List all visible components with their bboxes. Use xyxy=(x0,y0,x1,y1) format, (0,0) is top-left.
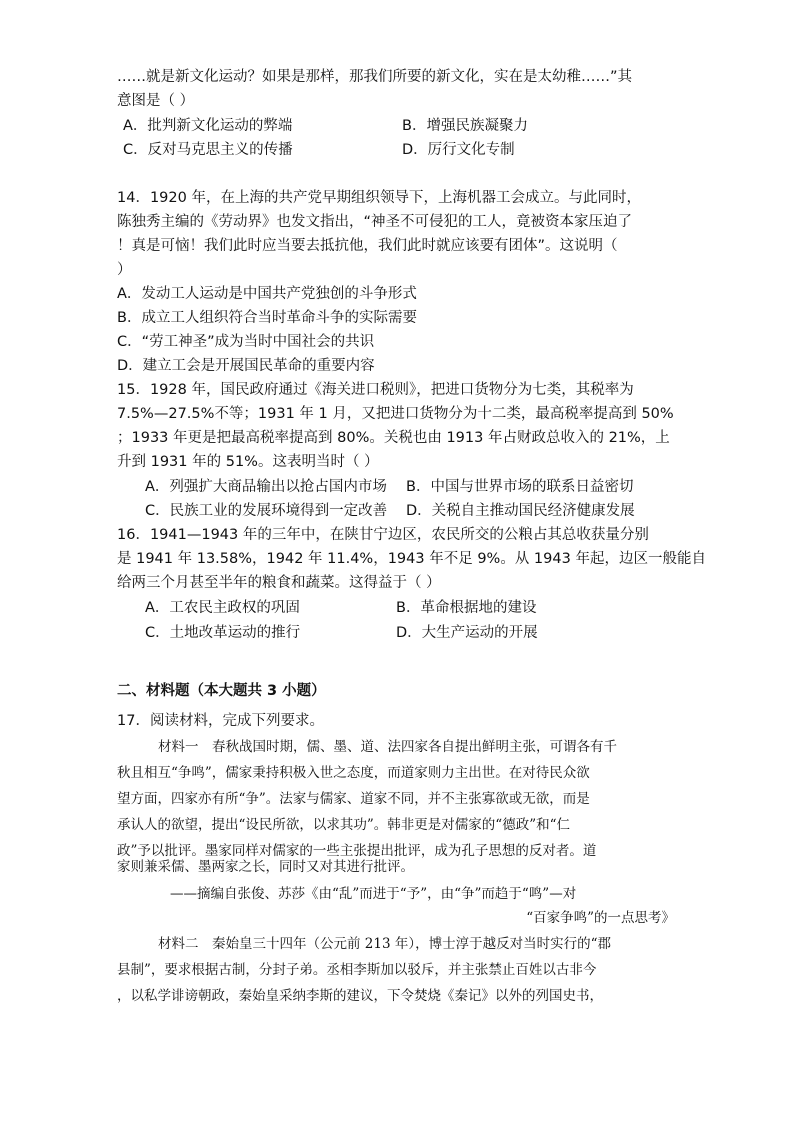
q17-material-1-line: 家则兼采儒、墨两家之长，同时又对其进行批评。 xyxy=(117,859,414,875)
q14-line-4: ） xyxy=(117,262,132,278)
q16-option-d: D．大生产运动的开展 xyxy=(396,625,538,641)
q16-line-1: 16．1941—1943 年的三年中，在陕甘宁边区，农民所交的公粮占其总收获量分别 xyxy=(117,527,649,543)
q15-option-c: C．民族工业的发展环境得到一定改善 xyxy=(145,503,388,519)
q13-option-d: D．厉行文化专制 xyxy=(402,142,515,158)
q17-material-1-line: 材料一 春秋战国时期，儒、墨、道、法四家各自提出鲜明主张，可谓各有千 xyxy=(158,739,617,755)
q14-line-3: ！真是可恼！我们此时应当要去抵抗他，我们此时就应该要有团体”。这说明（ xyxy=(117,238,618,254)
q16-line-3: 给两三个月甚至半年的粮食和蔬菜。这得益于（ ） xyxy=(117,575,441,591)
q15-option-a: A．列强扩大商品输出以抢占国内市场 xyxy=(145,479,387,495)
q17-material-2-line: 县制”，要求根据古制，分封子弟。丞相李斯加以驳斥，并主张禁止百姓以古非今 xyxy=(117,962,597,978)
q17-material-1-line: 秋且相互“争鸣”，儒家秉持积极入世之态度，而道家则力主出世。在对待民众欲 xyxy=(117,765,590,781)
q14-option-b: B．成立工人组织符合当时革命斗争的实际需要 xyxy=(117,310,417,326)
q13-option-c: C．反对马克思主义的传播 xyxy=(123,142,293,158)
q16-option-a: A．工农民主政权的巩固 xyxy=(145,600,300,616)
q17-material-1-line: 望方面，四家亦有所“争”。法家与儒家、道家不同，并不主张寡欲或无欲，而是 xyxy=(117,791,590,807)
q17-material-1-source: ——摘编自张俊、苏莎《由“乱”而进于“予”，由“争”而趋于“鸣”—对 xyxy=(170,886,577,902)
q13-option-a: A．批判新文化运动的弊端 xyxy=(123,118,293,134)
q17-material-1-line: 承认人的欲望，提出“设民所欲，以求其功”。韩非更是对儒家的“德政”和“仁 xyxy=(117,817,571,833)
q15-option-b: B．中国与世界市场的联系日益密切 xyxy=(406,479,634,495)
q14-line-1: 14．1920 年，在上海的共产党早期组织领导下，上海机器工会成立。与此同时， xyxy=(117,190,641,206)
q15-line-4: 升到 1931 年的 51%。这表明当时（ ） xyxy=(117,454,379,470)
q15-option-d: D．关税自主推动国民经济健康发展 xyxy=(406,503,635,519)
q15-line-2: 7.5%—27.5%不等；1931 年 1 月，又把进口货物分为十二类，最高税率提高到 50% xyxy=(117,406,674,422)
q13-option-b: B．增强民族凝聚力 xyxy=(402,118,528,134)
q14-option-c: C．“劳工神圣”成为当时中国社会的共识 xyxy=(117,334,375,350)
q16-option-c: C．土地改革运动的推行 xyxy=(145,625,301,641)
q13-line-2: 意图是（ ） xyxy=(117,93,195,109)
q16-line-2: 是 1941 年 13.58%，1942 年 11.4%，1943 年不足 9%。从 1943 年起，边区一般能自 xyxy=(117,551,706,567)
q15-line-3: ；1933 年更是把最高税率提高到 80%。关税也由 1913 年占财政总收入的 21%，上 xyxy=(117,430,670,446)
q17-material-1-line: 政”予以批评。墨家同样对儒家的一些主张提出批评，成为孔子思想的反对者。道 xyxy=(117,843,597,859)
section-2-heading: 二、材料题（本大题共 3 小题） xyxy=(117,683,326,699)
q17-material-2-line: ，以私学诽谤朝政，秦始皇采纳李斯的建议，下令焚烧《秦记》以外的列国史书， xyxy=(117,988,603,1004)
q14-line-2: 陈独秀主编的《劳动界》也发文指出，“神圣不可侵犯的工人，竟被资本家压迫了 xyxy=(117,214,633,230)
q14-option-a: A．发动工人运动是中国共产党独创的斗争形式 xyxy=(117,286,417,302)
q14-option-d: D．建立工会是开展国民革命的重要内容 xyxy=(117,358,375,374)
q17-material-2-line: 材料二 秦始皇三十四年（公元前 213 年），博士淳于越反对当时实行的“郡 xyxy=(158,936,612,952)
q16-option-b: B．革命根据地的建设 xyxy=(396,600,537,616)
q15-line-1: 15．1928 年，国民政府通过《海关进口税则》，把进口货物分为七类，其税率为 xyxy=(117,382,634,398)
q13-line-1: ……就是新文化运动？如果是那样，那我们所要的新文化，实在是太幼稚……”其 xyxy=(117,69,633,85)
q17-intro: 17．阅读材料，完成下列要求。 xyxy=(117,713,324,729)
q17-material-1-source-cont: “百家争鸣”的一点思考》 xyxy=(526,910,675,926)
